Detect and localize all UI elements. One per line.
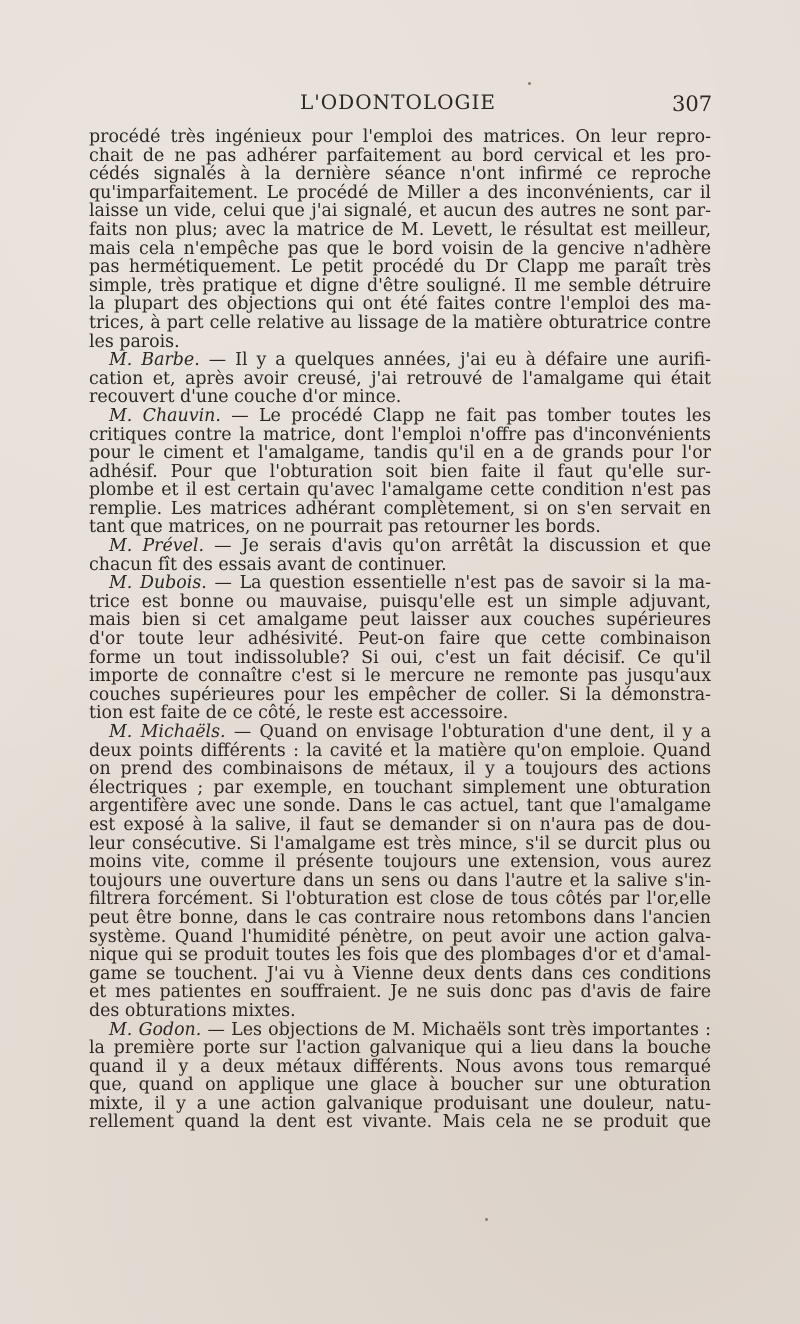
line-text: — Il y a quelques années, j'ai eu à défaire une aurifi- <box>199 350 711 371</box>
line-text: cédés signalés à la dernière séance n'ont infirmé ce reproche <box>89 164 711 185</box>
text-line <box>89 556 711 575</box>
line-text: recouvert d'une couche d'or mince. <box>89 387 402 408</box>
line-text: la première porte sur l'action galvanique qui a lieu dans la bouche <box>89 1038 711 1059</box>
line-text: filtrera forcément. Si l'obturation est close de tous côtés par l'or,elle <box>89 889 711 910</box>
text-line <box>89 277 711 296</box>
text-line <box>89 760 711 779</box>
text-line <box>89 240 711 259</box>
line-text: couches supérieures pour les empêcher de coller. Si la démonstra- <box>89 684 711 705</box>
line-text: électriques ; par exemple, en touchant simplement une obturation <box>89 777 711 798</box>
text-line <box>89 909 711 928</box>
speaker-name: M. Michaëls. <box>109 722 226 742</box>
speaker-name: M. Godon. <box>109 1019 202 1040</box>
text-line <box>89 370 711 389</box>
text-line <box>89 946 711 965</box>
line-text: d'or toute leur adhésivité. Peut-on faire que cette combinaison <box>89 629 711 650</box>
text-line <box>89 704 711 723</box>
speaker-name: M. Prével. <box>109 536 204 557</box>
line-text: trice est bonne ou mauvaise, puisqu'elle est un simple adjuvant, <box>89 591 711 612</box>
line-text: les parois. <box>89 331 180 352</box>
speaker-line <box>89 1021 711 1040</box>
text-line <box>89 165 711 184</box>
line-text: forme un tout indissoluble? Si oui, c'est un fait décisif. Ce qu'il <box>89 647 711 668</box>
text-line <box>89 147 711 166</box>
text-line <box>89 779 711 798</box>
body-text <box>89 128 711 1132</box>
text-line <box>89 1076 711 1095</box>
line-text: — Les objections de M. Michaëls sont très importantes : <box>201 1019 711 1040</box>
text-line <box>89 258 711 277</box>
paper-speck <box>528 82 531 85</box>
text-line <box>89 333 711 352</box>
line-text: — Quand on envisage l'obturation d'une dent, il y a <box>225 722 711 742</box>
line-text: faits non plus; avec la matrice de M. Levett, le résultat est meilleur, <box>89 219 711 240</box>
paper-speck <box>485 1218 488 1221</box>
line-text: tant que matrices, on ne pourrait pas retourner les bords. <box>89 517 601 538</box>
text-line <box>89 667 711 686</box>
text-line <box>89 128 711 147</box>
line-text: mais cela n'empêche pas que le bord voisin de la gencive n'adhère <box>89 238 711 259</box>
text-line <box>89 481 711 500</box>
speaker-line <box>89 407 711 426</box>
line-text: — Le procédé Clapp ne fait pas tomber toutes les <box>220 405 711 426</box>
text-line <box>89 426 711 445</box>
text-line <box>89 593 711 612</box>
line-text: la plupart des objections qui ont été faites contre l'emploi des ma- <box>89 294 711 315</box>
line-text: moins vite, comme il présente toujours une extension, vous aurez <box>89 852 711 873</box>
text-line <box>89 1039 711 1058</box>
text-line <box>89 611 711 630</box>
text-line <box>89 928 711 947</box>
text-line <box>89 686 711 705</box>
line-text: que, quand on applique une glace à boucher sur une obturation <box>89 1075 711 1096</box>
speaker-line <box>89 723 711 742</box>
speaker-name: M. Dubois. <box>109 573 207 594</box>
text-line <box>89 649 711 668</box>
running-head <box>0 90 800 120</box>
text-line <box>89 853 711 872</box>
text-line <box>89 983 711 1002</box>
speaker-line <box>89 574 711 593</box>
line-text: système. Quand l'humidité pénètre, on peut avoir une action galva- <box>89 926 711 947</box>
line-text: trices, à part celle relative au lissage de la matière obturatrice contre <box>89 312 711 333</box>
line-text: et mes patientes en souffraient. Je ne suis donc pas d'avis de faire <box>89 982 711 1003</box>
text-line <box>89 1058 711 1077</box>
text-line <box>89 1113 711 1132</box>
text-line <box>89 444 711 463</box>
text-line <box>89 184 711 203</box>
text-line <box>89 1095 711 1114</box>
speaker-line <box>89 351 711 370</box>
text-line <box>89 295 711 314</box>
line-text: des obturations mixtes. <box>89 1000 296 1021</box>
line-text: game se touchent. J'ai vu à Vienne deux dents dans ces conditions <box>89 963 711 984</box>
line-text: mais bien si cet amalgame peut laisser aux couches supérieures <box>89 610 711 631</box>
line-text: argentifère avec une sonde. Dans le cas actuel, tant que l'amalgame <box>89 796 711 817</box>
text-line <box>89 835 711 854</box>
line-text: critiques contre la matrice, dont l'emploi n'offre pas d'inconvénients <box>89 424 711 445</box>
line-text: simple, très pratique et digne d'être souligné. Il me semble détruire <box>89 275 711 296</box>
speaker-name: M. Barbe. <box>109 350 200 371</box>
line-text: quand il y a deux métaux différents. Nous avons tous remarqué <box>89 1056 711 1077</box>
line-text: est exposé à la salive, il faut se demander si on n'aura pas de dou- <box>89 814 711 835</box>
line-text: — Je serais d'avis qu'on arrêtât la discussion et que <box>204 536 711 557</box>
text-line <box>89 630 711 649</box>
line-text: tion est faite de ce côté, le reste est accessoire. <box>89 703 509 724</box>
speaker-line <box>89 537 711 556</box>
line-text: laisse un vide, celui que j'ai signalé, et aucun des autres ne sont par- <box>89 201 711 222</box>
text-line <box>89 890 711 909</box>
line-text: qu'imparfaitement. Le procédé de Miller a des inconvénients, car il <box>89 182 711 203</box>
line-text: deux points différents : la cavité et la matière qu'on emploie. Quand <box>89 740 711 761</box>
text-line <box>89 965 711 984</box>
text-line <box>89 221 711 240</box>
text-line <box>89 742 711 761</box>
line-text: chacun fît des essais avant de continuer. <box>89 554 447 575</box>
line-text: — La question essentielle n'est pas de savoir si la ma- <box>206 573 711 594</box>
line-text: peut être bonne, dans le cas contraire nous retombons dans l'ancien <box>89 907 711 928</box>
line-text: mixte, il y a une action galvanique produisant une douleur, natu- <box>89 1093 711 1114</box>
line-text: rellement quand la dent est vivante. Mais cela ne se produit que <box>89 1112 711 1133</box>
text-line <box>89 463 711 482</box>
line-text: plombe et il est certain qu'avec l'amalgame cette condition n'est pas <box>89 480 711 501</box>
line-text: remplie. Les matrices adhérant complètement, si on s'en servait en <box>89 498 711 519</box>
line-text: procédé très ingénieux pour l'emploi des matrices. On leur repro- <box>89 127 711 147</box>
text-line <box>89 314 711 333</box>
line-text: importe de connaître c'est si le mercure ne remonte pas jusqu'aux <box>89 666 711 687</box>
page-number: 307 <box>672 92 713 116</box>
line-text: nique qui se produit toutes les fois que des plombages d'or et d'amal- <box>89 945 711 966</box>
text-line <box>89 202 711 221</box>
line-text: cation et, après avoir creusé, j'ai retrouvé de l'amalgame qui était <box>89 368 711 389</box>
line-text: pas hermétiquement. Le petit procédé du Dr Clapp me paraît très <box>89 257 711 278</box>
speaker-name: M. Chauvin. <box>109 405 221 426</box>
text-line <box>89 816 711 835</box>
text-line <box>89 518 711 537</box>
line-text: pour le ciment et l'amalgame, tandis qu'il en a de grands pour l'or <box>89 443 711 464</box>
line-text: leur consécutive. Si l'amalgame est très mince, s'il se durcit plus ou <box>89 833 711 854</box>
line-text: on prend des combinaisons de métaux, il y a toujours des actions <box>89 759 711 780</box>
line-text: adhésif. Pour que l'obturation soit bien faite il faut qu'elle sur- <box>89 461 711 482</box>
text-line <box>89 797 711 816</box>
text-line <box>89 1002 711 1021</box>
text-line <box>89 388 711 407</box>
text-line <box>89 500 711 519</box>
line-text: chait de ne pas adhérer parfaitement au bord cervical et les pro- <box>89 145 711 166</box>
journal-title: L'ODONTOLOGIE <box>300 90 496 114</box>
line-text: toujours une ouverture dans un sens ou dans l'autre et la salive s'in- <box>89 870 711 891</box>
text-line <box>89 872 711 891</box>
